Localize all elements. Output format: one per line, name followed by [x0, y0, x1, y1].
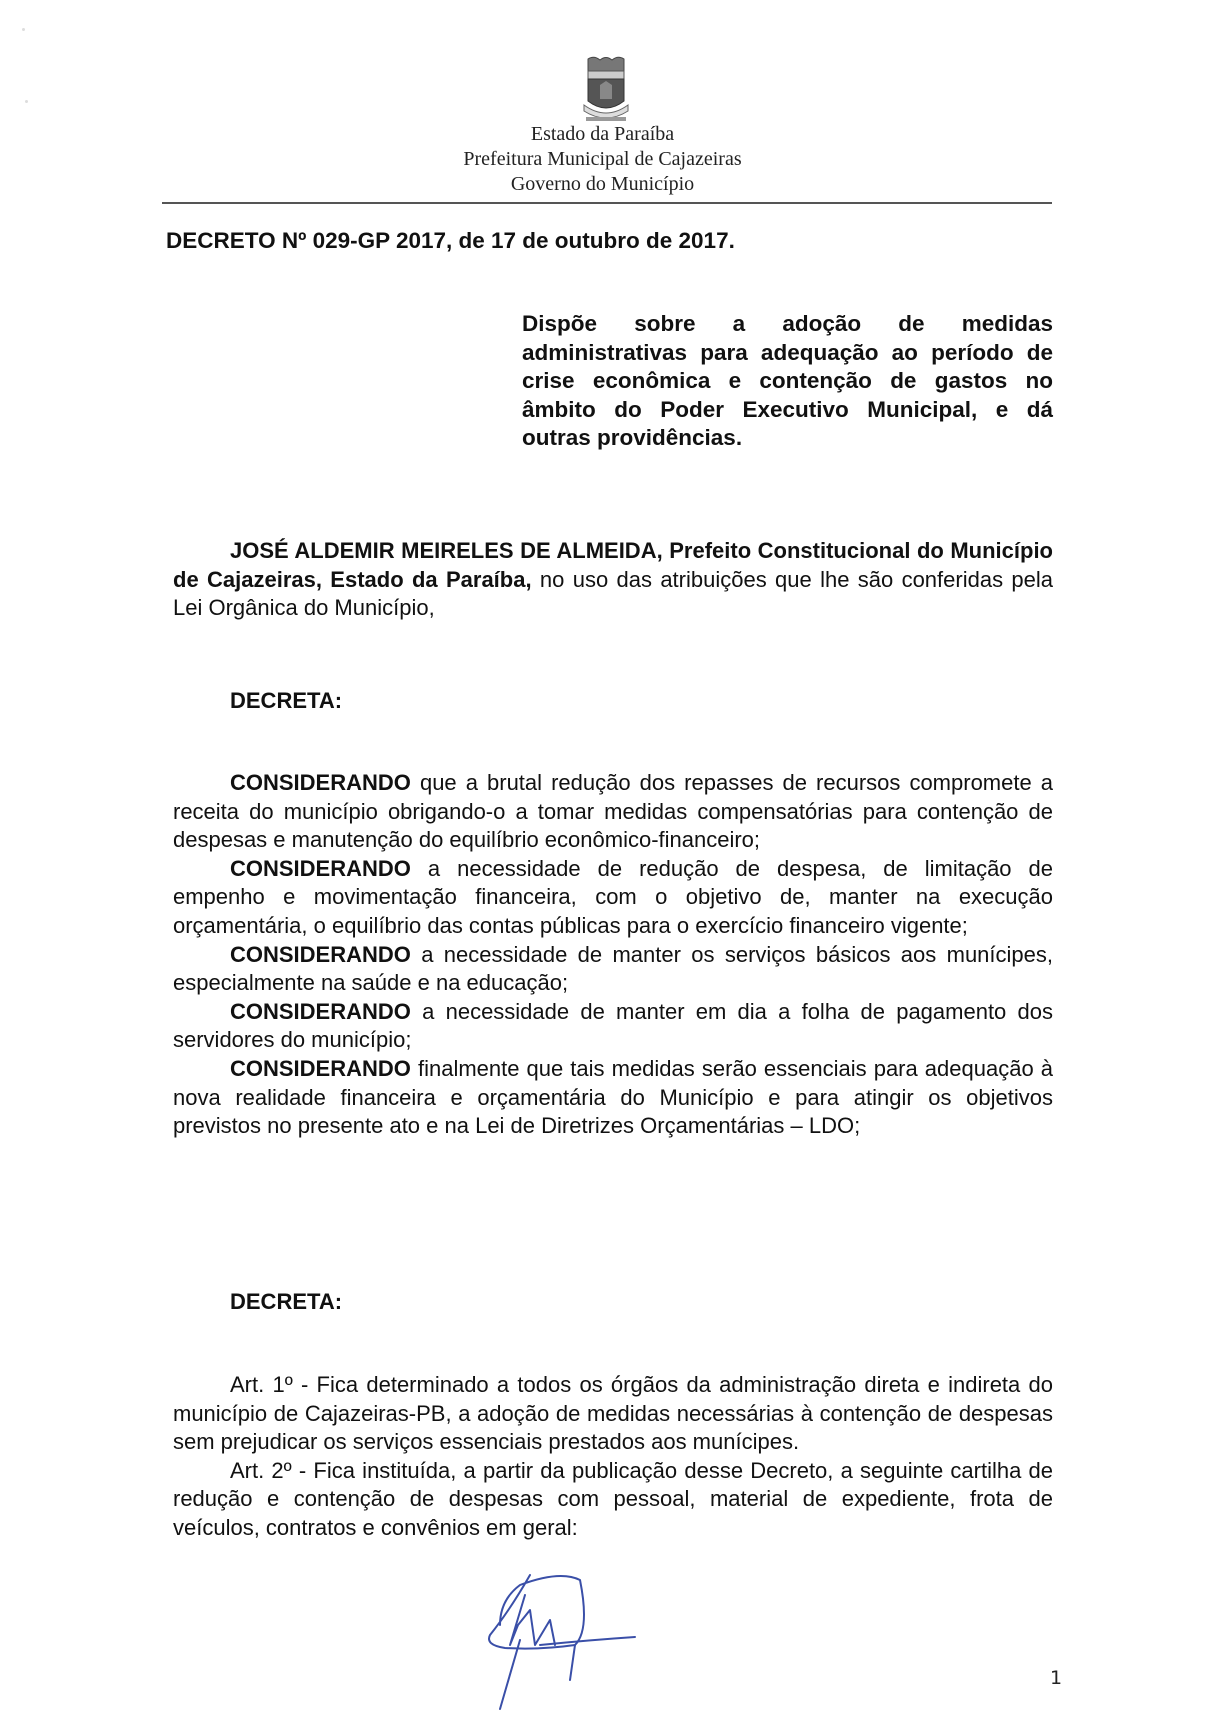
decreta-heading-1: DECRETA:	[230, 688, 343, 713]
considerando-lead: CONSIDERANDO	[230, 855, 411, 881]
considerando-item	[173, 941, 1053, 998]
mayor-role: , Prefeito Constitucional do Município de Cajazeiras, Estado da Paraíba,	[173, 538, 1053, 592]
considerando-text: a necessidade de manter em dia a folha de pagamento dos servidores do município;	[173, 998, 1053, 1053]
signature-icon	[480, 1570, 680, 1711]
header-governo: Governo do Município	[510, 173, 695, 195]
considerando-text: que a brutal redução dos repasses de recursos compromete a receita do município obrigando-o a tomar medidas compensatórias para contenção de despesas e manutenção do equilíbrio econômico-financeiro;	[173, 770, 1053, 853]
page-number: 1	[1050, 1667, 1063, 1689]
considerando-item	[173, 1055, 1053, 1141]
considerando-item	[173, 769, 1053, 855]
considerando-lead: CONSIDERANDO	[230, 770, 411, 795]
decreta-heading-2: DECRETA:	[230, 1289, 343, 1314]
considerando-text: a necessidade de manter os serviços básicos aos munícipes, especialmente na saúde e na educação;	[173, 941, 1053, 996]
decree-summary: Dispõe sobre a adoção de medidas administrativas para adequação ao período de crise econômica e contenção de gastos no âmbito do Poder Executivo Municipal, e dá outras providências.	[522, 311, 1053, 450]
considerando-lead: CONSIDERANDO	[230, 1055, 411, 1081]
coat-of-arms-icon	[580, 55, 632, 125]
intro-paragraph	[173, 537, 1053, 623]
article-1	[173, 1371, 1053, 1457]
header-prefeitura: Prefeitura Municipal de Cajazeiras	[463, 148, 742, 170]
considerando-text: a necessidade de redução de despesa, de limitação de empenho e movimentação financeira, com o objetivo de, manter na execução orçamentária, o equilíbrio das contas públicas para o exercício financeiro vigente;	[173, 855, 1053, 938]
article-2	[173, 1457, 1053, 1543]
articles-block	[173, 1371, 1053, 1543]
article-text: Art. 1º - Fica determinado a todos os órgãos da administração direta e indireta do município de Cajazeiras-PB, a adoção de medidas necessárias à contenção de despesas sem prejudicar os serviços essenciais prestados aos munícipes.	[173, 1372, 1053, 1455]
mayor-name: JOSÉ ALDEMIR MEIRELES DE ALMEIDA	[230, 538, 657, 563]
scan-speck	[22, 28, 25, 31]
considerando-lead: CONSIDERANDO	[230, 998, 411, 1024]
considerando-item	[173, 855, 1053, 941]
scan-speck	[25, 100, 28, 103]
header-divider	[162, 202, 1052, 204]
considerando-text: finalmente que tais medidas serão essenciais para adequação à nova realidade financeira e orçamentária do Município e para atingir os objetivos previstos no presente ato e na Lei de Diretrizes Orçamentárias – LDO;	[173, 1055, 1053, 1139]
intro-text: no uso das atribuições que lhe são conferidas pela Lei Orgânica do Município,	[173, 566, 1053, 621]
decree-title: DECRETO Nº 029-GP 2017, de 17 de outubro de 2017.	[166, 228, 735, 253]
considerando-lead: CONSIDERANDO	[230, 941, 411, 967]
considerando-item	[173, 998, 1053, 1055]
article-text: Art. 2º - Fica instituída, a partir da publicação desse Decreto, a seguinte cartilha de redução e contenção de despesas com pessoal, material de expediente, frota de veículos, contratos e convênios em geral:	[173, 1457, 1053, 1540]
header-state: Estado da Paraíba	[530, 123, 675, 145]
considerandos-block	[173, 769, 1053, 1141]
